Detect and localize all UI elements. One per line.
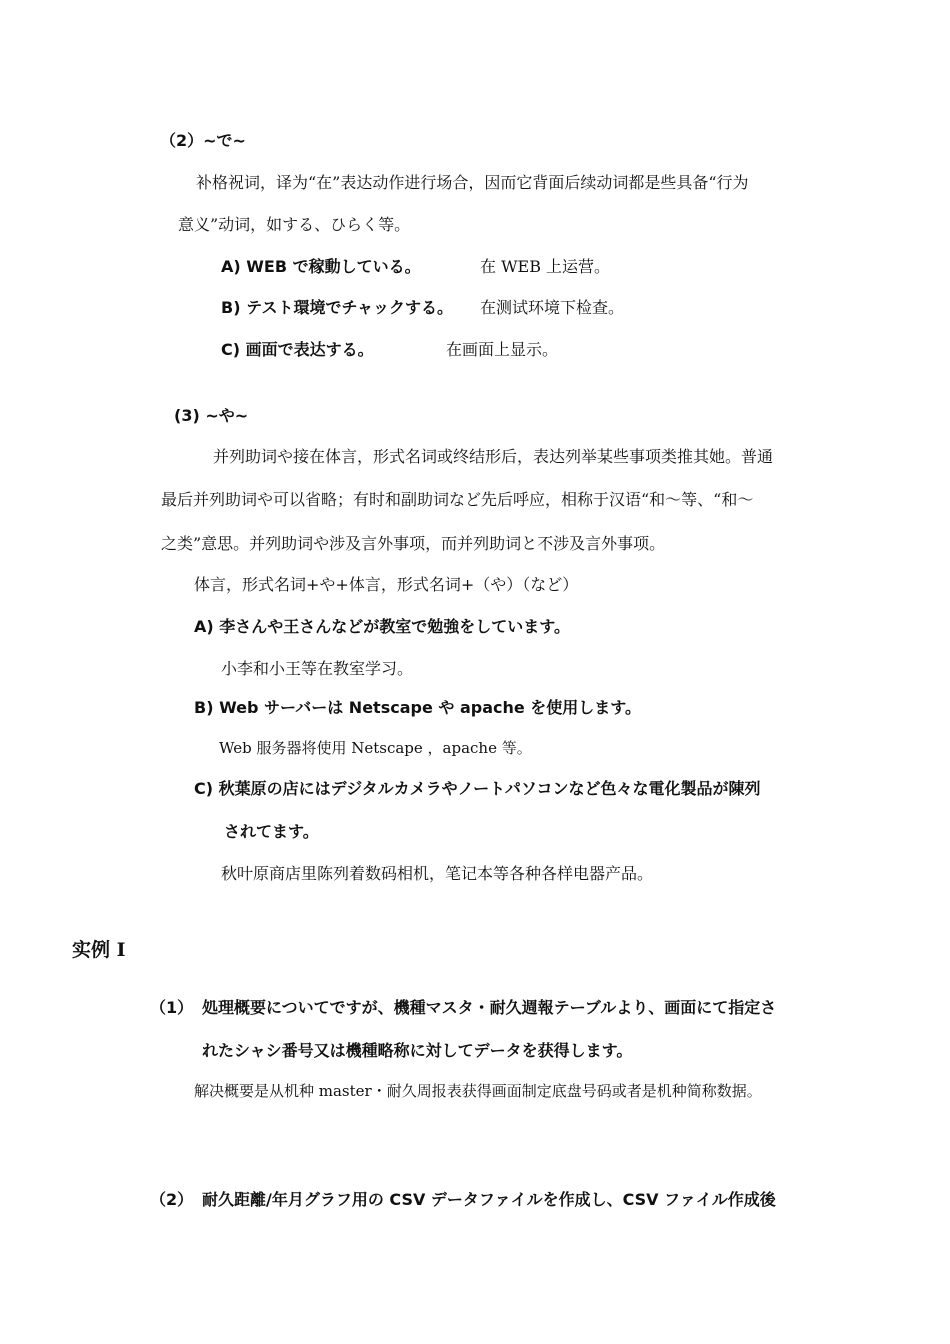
section-2-example-a-jp: A) WEB で稼動している。 [221, 257, 421, 276]
example-1-item-1-number: （1） [150, 998, 194, 1017]
example-1-item-1-jp-line-2: れたシャシ番号又は機種略称に対してデータを获得します。 [202, 1041, 633, 1060]
example-1-item-1-cn: 解决概要是从机种 master・耐久周报表获得画面制定底盘号码或者是机种简称数据。 [194, 1082, 762, 1100]
section-3-example-c-jp: C) 秋葉原の店にはデジタルカメラやノートパソコンなど色々な電化製品が陳列 [194, 779, 761, 798]
section-3-pattern: 体言，形式名词+や+体言，形式名词+（や）（など） [194, 575, 579, 594]
example-1-item-1-jp: 処理概要についてですが、機種マスタ・耐久週報テーブルより、画面にて指定さ [202, 998, 777, 1017]
section-3-example-c-cn: 秋叶原商店里陈列着数码相机，笔记本等各种各样电器产品。 [221, 864, 654, 883]
section-2-paragraph-line-2: 意义”动词，如する、ひらく等。 [178, 215, 411, 234]
section-3-example-c-jp-line-2: されてます。 [224, 822, 319, 841]
section-2-heading: （2）~で~ [160, 131, 246, 150]
section-3-example-a-jp: A) 李さんや王さんなどが教室で勉強をしています。 [194, 617, 570, 636]
section-3-example-a-cn: 小李和小王等在教室学习。 [221, 659, 414, 678]
section-3-example-b-cn: Web 服务器将使用 Netscape ，apache 等。 [219, 739, 532, 757]
section-2-example-c-cn: 在画面上显示。 [446, 340, 559, 359]
example-1-item-2-number: （2） [150, 1190, 194, 1209]
section-2-example-b-cn: 在测试环境下检查。 [480, 298, 625, 317]
section-3-example-b-jp: B) Web サーバーは Netscape や apache を使用します。 [194, 698, 642, 717]
example-1-item-2-jp: 耐久距離/年月グラフ用の CSV データファイルを作成し、CSV ファイル作成後 [202, 1190, 776, 1209]
example-1-heading: 实例 I [72, 939, 126, 961]
section-2-paragraph-line-1: 补格祝词，译为“在”表达动作进行场合，因而它背面后续动词都是些具备“行为 [196, 173, 749, 192]
section-3-paragraph-line-1: 并列助词や接在体言，形式名词或终结形后，表达列举某些事项类推其她。普通 [213, 447, 774, 466]
section-3-paragraph-line-2: 最后并列助词や可以省略；有时和副助词など先后呼应，相称于汉语“和～等、“和～ [161, 490, 754, 509]
section-2-example-a-cn: 在 WEB 上运营。 [480, 257, 611, 276]
section-2-example-b-jp: B) テスト環境でチャックする。 [221, 298, 453, 317]
section-3-heading: (3) ~や~ [174, 406, 249, 425]
section-3-paragraph-line-3: 之类”意思。并列助词や涉及言外事项，而并列助词と不涉及言外事项。 [161, 534, 666, 553]
section-2-example-c-jp: C) 画面で表达する。 [221, 340, 374, 359]
